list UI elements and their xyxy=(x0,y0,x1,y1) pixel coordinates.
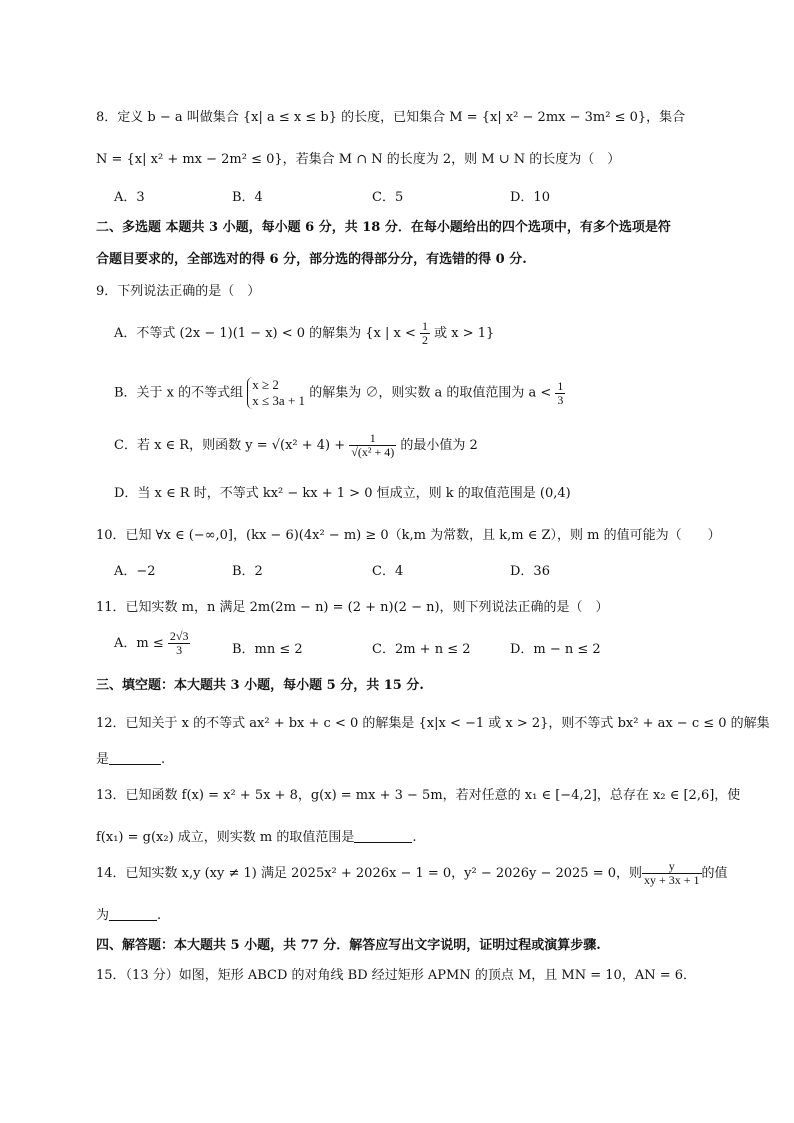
q13-line1: 13．已知函数 f(x) = x² + 5x + 8，g(x) = mx + 3 − 5m，若对任意的 x₁ ∈ [−4,2]，总存在 x₂ ∈ [2,6]，使 xyxy=(96,788,741,803)
q12-answer-blank xyxy=(109,751,161,765)
q14-line2: 为 . xyxy=(96,908,162,923)
q11-option-b: B．mn ≤ 2 xyxy=(232,642,303,657)
section2-heading-line2: 合题目要求的，全部选对的得 6 分，部分选的得部分分，有选错的得 0 分. xyxy=(96,252,527,267)
q9-option-d: D．当 x ∈ R 时，不等式 kx² − kx + 1 > 0 恒成立，则 k 的取值范围是 (0,4) xyxy=(114,486,571,501)
q12-line1: 12．已知关于 x 的不等式 ax² + bx + c < 0 的解集是 {x|x < −1 或 x > 2}，则不等式 bx² + ax − c ≤ 0 的解集 xyxy=(96,716,770,731)
q8-line1: 8．定义 b − a 叫做集合 {x| a ≤ x ≤ b} 的长度，已知集合 M = {x| x² − 2mx − 3m² ≤ 0}，集合 xyxy=(96,110,686,125)
q8-line2: N = {x| x² + mx − 2m² ≤ 0}，若集合 M ∩ N 的长度为 2，则 M ∪ N 的长度为（ ） xyxy=(96,152,621,167)
q14-fraction: $\frac{y}{xy + 3x + 1}$ xyxy=(644,859,700,887)
q13-answer-blank xyxy=(354,829,412,843)
section2-heading-line1: 二、多选题 本题共 3 小题，每小题 6 分，共 18 分．在每小题给出的四个选项中，有多个选项是符 xyxy=(96,220,671,235)
q10-option-b: B．2 xyxy=(232,564,263,579)
q13-line2: f(x₁) = g(x₂) 成立，则实数 m 的取值范围是 . xyxy=(96,830,417,845)
q12-line2: 是 . xyxy=(96,752,166,767)
q9-option-b: B．关于 x 的不等式组 x ≥ 2 x ≤ 3a + 1 的解集为 ∅，则实数 a 的取值范围为 a < $\frac{1}{3}$ xyxy=(114,377,564,408)
q9-b-inequality-system: x ≥ 2 x ≤ 3a + 1 xyxy=(247,377,305,409)
q9-stem: 9．下列说法正确的是（ ） xyxy=(96,284,261,299)
q9-option-a: A．不等式 (2x − 1)(1 − x) < 0 的解集为 {x | x < $\frac{1}{2}$ 或 x > 1} xyxy=(114,319,495,347)
q9-c-fraction: $\frac{1}{\text{√(x² + 4)}}$ xyxy=(351,431,395,459)
q11-stem: 11．已知实数 m，n 满足 2m(2m − n) = (2 + n)(2 − n)，则下列说法正确的是（ ） xyxy=(96,600,609,615)
q10-stem: 10．已知 ∀x ∈ (−∞,0]，(kx − 6)(4x² − m) ≥ 0（k,m 为常数，且 k,m ∈ Z），则 m 的值可能为（ ） xyxy=(96,528,721,543)
q11-option-c: C．2m + n ≤ 2 xyxy=(372,642,471,657)
q9-a-fraction: $\frac{1}{2}$ xyxy=(422,319,429,347)
q8-option-c: C．5 xyxy=(372,190,404,205)
q10-option-a: A．−2 xyxy=(114,564,156,579)
q10-option-c: C．4 xyxy=(372,564,404,579)
q14-line1: 14．已知实数 x,y (xy ≠ 1) 满足 2025x² + 2026x − 1 = 0，y² − 2026y − 2025 = 0，则 $\frac{y}{xy + 3x + 1}$ 的值 xyxy=(96,859,728,887)
q8-option-d: D．10 xyxy=(510,190,550,205)
q10-option-d: D．36 xyxy=(510,564,550,579)
q8-option-a: A．3 xyxy=(114,190,145,205)
section3-heading: 三、填空题：本大题共 3 小题，每小题 5 分，共 15 分. xyxy=(96,678,424,693)
q11-option-d: D．m − n ≤ 2 xyxy=(510,642,601,657)
q8-option-b: B．4 xyxy=(232,190,263,205)
section4-heading: 四、解答题：本大题共 5 小题，共 77 分．解答应写出文字说明，证明过程或演算步骤. xyxy=(96,938,601,953)
q15-text: 15．（13 分）如图，矩形 ABCD 的对角线 BD 经过矩形 APMN 的顶点 M，且 MN = 10，AN = 6． xyxy=(96,968,697,983)
q11-option-a: A．m ≤ $\frac{2√3}{3}$ xyxy=(114,629,189,657)
q11-a-fraction: $\frac{2√3}{3}$ xyxy=(169,629,189,657)
q14-answer-blank xyxy=(109,907,157,921)
q9-b-fraction: $\frac{1}{3}$ xyxy=(557,378,564,407)
q9-option-c: C．若 x ∈ R，则函数 y = √(x² + 4) + $\frac{1}{\text{√(x² + 4)}}$ 的最小值为 2 xyxy=(114,431,478,459)
